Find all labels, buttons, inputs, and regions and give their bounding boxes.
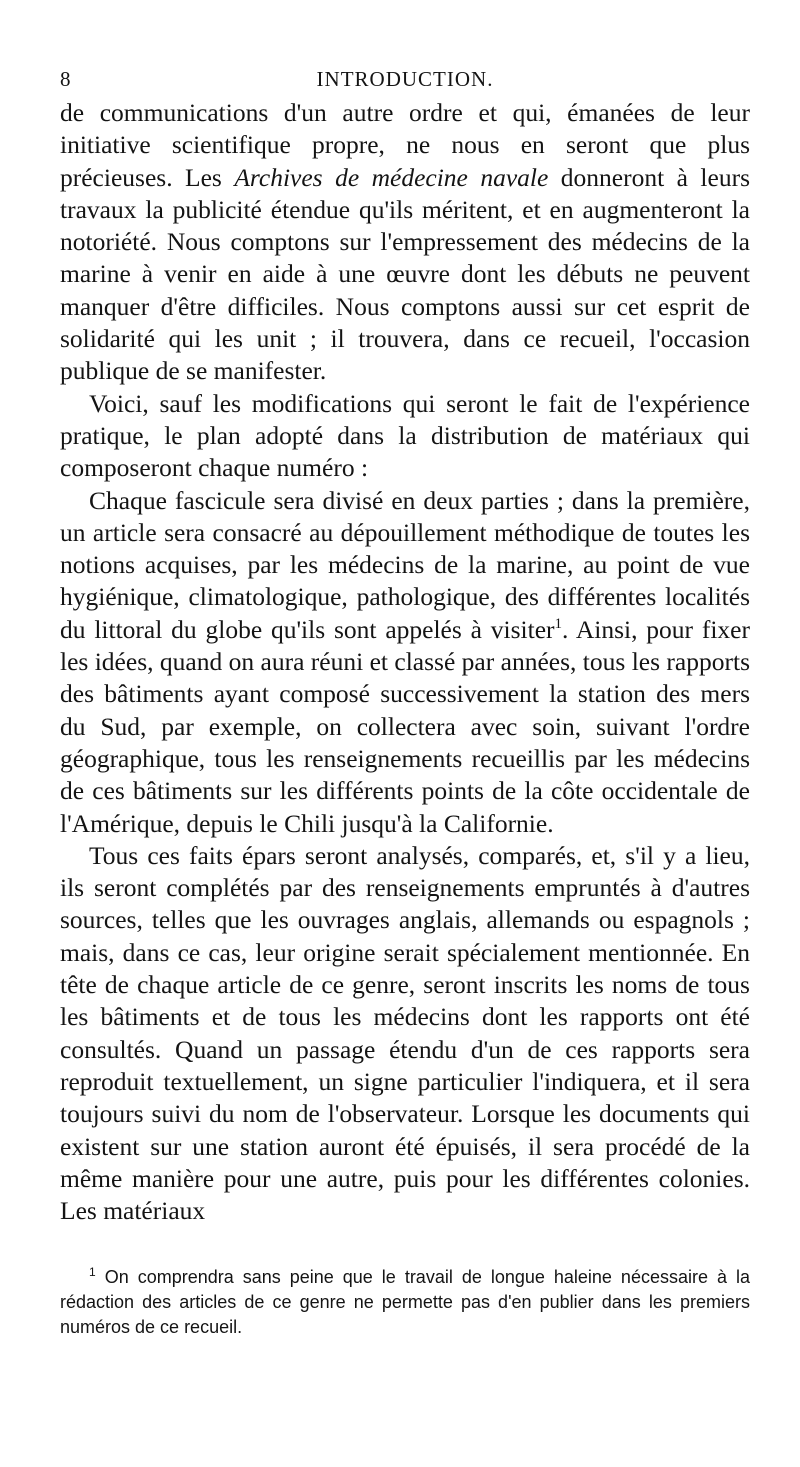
footnote-text: On comprendra sans peine que le travail de longue haleine nécessaire à la rédaction des articles de ce genre ne permette pas d'en publier dans les premiers numéros de ce recueil. <box>60 1267 750 1337</box>
body-text <box>60 97 750 1227</box>
journal-title: Archives de médecine navale <box>234 162 549 192</box>
paragraph <box>60 388 750 485</box>
footnotes <box>60 1265 750 1340</box>
footnote-reference: 1 <box>554 615 563 632</box>
paragraph <box>60 485 750 840</box>
footnote-marker: 1 <box>89 1265 96 1279</box>
text-run: Chaque fascicule sera divisé en deux parties ; dans la première, un article sera consacré au dépouillement méthodique de toutes les notions acquises, par les médecins de la marine, au point de vue hygiénique, climatologique, pathologique, des différentes localités du littoral du globe qu'ils sont appelés à visiter <box>60 485 750 644</box>
text-run: de communications d'un autre ordre et qui, émanées de leur initiative scientifique propre, ne nous en seront que plus précieuses. Les <box>60 98 750 192</box>
running-title: INTRODUCTION. <box>316 67 494 91</box>
page-number: 8 <box>60 67 71 91</box>
text-run: donneront à leurs travaux la publicité étendue qu'ils méritent, et en augmenteront la notoriété. Nous comptons sur l'empressement des médecins de la marine à venir en aide à une œuvre dont les débuts ne peuvent manquer d'être difficiles. Nous comptons aussi sur cet esprit de solidarité qui les unit ; il trouvera, dans ce recueil, l'occasion publique de se manifester. <box>60 162 750 386</box>
text-run: Voici, sauf les modifications qui seront le fait de l'expérience pratique, le plan adopté dans la distribution de matériaux qui composeront chaque numéro : <box>60 388 750 483</box>
page-header <box>60 64 750 94</box>
text-run: Tous ces faits épars seront analysés, comparés, et, s'il y a lieu, ils seront complétés par des renseignements empruntés à d'autres sources, telles que les ouvrages anglais, allemands ou espagnols ; mais, dans ce cas, leur origine serait spécialement mentionnée. En tête de chaque article de ce genre, seront inscrits les noms de tous les bâtiments et de tous les médecins dont les rapports ont été consultés. Quand un passage étendu d'un de ces rapports sera reproduit textuellement, un signe particulier l'indiquera, et il sera toujours suivi du nom de l'observateur. Lorsque les documents qui existent sur une station auront été épuisés, il sera procédé de la même manière pour une autre, puis pour les différentes colonies. Les matériaux <box>60 840 750 1226</box>
paragraph <box>60 97 750 388</box>
footnote <box>60 1265 750 1340</box>
text-run: . Ainsi, pour fixer les idées, quand on aura réuni et classé par années, tous les rapports des bâtiments ayant composé successivement la station des mers du Sud, par exemple, on collectera avec soin, suivant l'ordre géographique, tous les renseignements recueillis par les médecins de ces bâtiments sur les différents points de la côte occidentale de l'Amérique, depuis le Chili jusqu'à la Californie. <box>60 614 750 838</box>
paragraph <box>60 840 750 1228</box>
